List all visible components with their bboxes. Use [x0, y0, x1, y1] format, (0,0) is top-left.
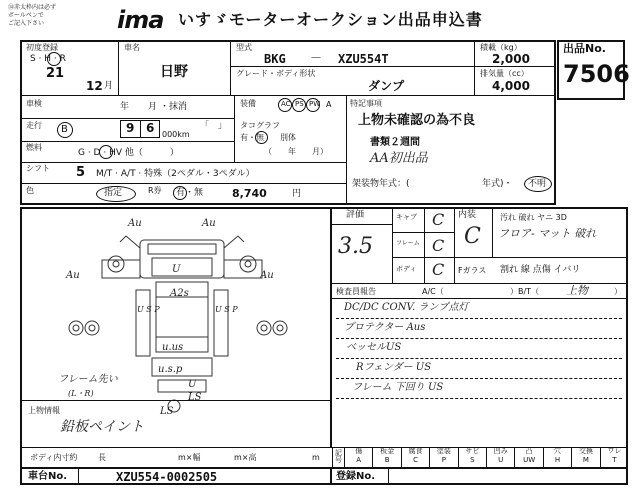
body-grade: C — [432, 260, 445, 279]
right-mirror — [224, 236, 244, 248]
lot-number: 7506 — [563, 60, 630, 88]
form-top-frame — [20, 40, 556, 205]
mileage-bracket: 「 」 — [200, 121, 228, 131]
legend-item: ワレ T — [600, 447, 628, 467]
cab-outline — [140, 240, 224, 278]
mark-au-1: Au — [128, 218, 142, 229]
cab-roof — [152, 258, 212, 276]
month-unit: 月 — [104, 81, 114, 91]
logo: ima — [117, 6, 164, 34]
divider — [454, 207, 455, 283]
inspection-label: 車検 — [26, 99, 42, 108]
divider — [78, 467, 79, 485]
car-name: 日野 — [160, 64, 188, 80]
era-selected-circle — [47, 52, 61, 66]
divider — [20, 400, 330, 401]
mark-ls-2: LS — [160, 406, 174, 417]
inspection-year-unit: 年 — [120, 102, 130, 112]
car-name-label: 車名 — [124, 43, 140, 52]
left-mirror — [120, 236, 140, 248]
notice-text: ⑭赤太枠内は必ず ボールペンで ご記入下さい — [8, 4, 57, 27]
first-registration-month: 12 — [86, 79, 103, 93]
report-line — [336, 378, 622, 379]
mark-usp-right: U S P — [215, 305, 238, 314]
grade-value: ダンプ — [368, 79, 405, 93]
mileage-digit-1: 9 — [126, 121, 135, 135]
divider — [330, 298, 628, 299]
r-ticket-unit: 円 — [292, 189, 302, 199]
shift-options: M/T · A/T · 特殊（2ペダル・3ペダル） — [96, 169, 255, 179]
equip-ac: AC — [281, 100, 291, 108]
divider — [230, 40, 231, 95]
frame-label: フレーム — [396, 240, 420, 247]
divider — [388, 467, 389, 485]
report-line — [336, 398, 622, 399]
width-label: m×幅 — [178, 453, 201, 462]
divider — [230, 66, 556, 67]
rear-right-wheel-2 — [273, 321, 287, 335]
divider — [424, 207, 425, 283]
divider — [20, 141, 234, 142]
report-line-4: Rフェンダー US — [356, 362, 432, 373]
mileage-unit: 000km — [162, 130, 190, 139]
upper-info-label: 上物情報 — [28, 406, 60, 415]
mark-u: U — [172, 264, 181, 275]
divider — [330, 467, 332, 485]
ac-label: A/C（ — [422, 287, 444, 296]
glass-notes: 割れ 線 点傷 イバリ — [500, 265, 581, 275]
divider — [392, 257, 628, 258]
mark-uus: u.us — [162, 342, 184, 353]
report-line-1: DC/DC CONV. ランプ点灯 — [344, 302, 469, 313]
capacity-label: 積載（kg） — [480, 43, 522, 52]
interior-notes-label: 汚れ 破れ ヤニ 3D — [500, 213, 567, 222]
mileage-digit-2: 6 — [146, 121, 155, 135]
interior-label: 内装 — [458, 210, 477, 220]
displacement-value: 4,000 — [492, 79, 530, 93]
first-registration-label: 初度登録 — [26, 43, 58, 52]
notes-label: 特記事項 — [350, 99, 382, 108]
legend-item: 交換 M — [571, 447, 599, 467]
registration-number-label: 登録No. — [336, 471, 376, 482]
color-label: 色 — [26, 186, 34, 195]
legend-item: 板金 B — [372, 447, 400, 467]
report-line-5: フレーム 下回り US — [352, 382, 444, 393]
upper-info-value: 鉛板ペイント — [60, 419, 144, 435]
rear-left-wheel-1 — [69, 321, 83, 335]
divider — [392, 232, 454, 233]
length-label: 長 — [98, 453, 106, 462]
mark-u-rear: U — [188, 379, 197, 390]
dimensions-label: ボディ内寸約 — [30, 453, 78, 462]
capacity-value: 2,000 — [492, 52, 530, 66]
mark-au-4: Au — [260, 270, 274, 281]
note-main: 上物未確認の為不良 — [358, 113, 476, 128]
divider — [330, 207, 332, 447]
interior-notes-hand: フロア- マット 破れ — [498, 227, 597, 240]
legend-item: 凹み U — [486, 447, 514, 467]
report-line-3: ベッセルUS — [346, 342, 402, 353]
r-ticket-amount: 8,740 — [232, 187, 267, 200]
legend-grid — [344, 447, 628, 467]
fuel-selected-circle — [99, 145, 113, 159]
mark-au-3: Au — [66, 270, 80, 281]
divider — [392, 207, 393, 283]
lot-label: 出品No. — [563, 42, 606, 55]
divider — [20, 118, 234, 119]
height-label: m×高 — [234, 453, 257, 462]
divider — [140, 120, 141, 138]
bt-close: ） — [614, 287, 622, 296]
rear-left-wheel-2 — [85, 321, 99, 335]
frame-grade: C — [432, 236, 445, 255]
chassis-label: 車台No. — [28, 471, 68, 482]
legend-item: 塗装 P — [429, 447, 457, 467]
era-options: S · H · R — [30, 54, 66, 64]
model-dash: － — [310, 51, 323, 65]
report-line — [336, 338, 622, 339]
legend-item: 腐食 C — [401, 447, 429, 467]
cab-label: キャブ — [396, 213, 417, 221]
front-left-wheel — [108, 256, 124, 272]
equip-airbag: A — [326, 100, 332, 109]
r-ticket-label: R券 — [148, 186, 162, 195]
bt-value: 上物 — [566, 284, 588, 297]
left-bed-side — [136, 290, 150, 356]
divider — [332, 447, 333, 467]
divider — [20, 95, 556, 96]
report-line — [336, 318, 622, 319]
displacement-label: 排気量（cc） — [480, 69, 529, 78]
r-ticket-selected-circle — [173, 186, 187, 200]
note-docs: 書類２週間 — [370, 137, 420, 148]
windshield — [148, 244, 216, 254]
tacho-label: タコグラフ — [240, 121, 280, 130]
truck-diagram — [30, 212, 326, 417]
tailgate — [158, 380, 206, 392]
legend-item: サビ S — [458, 447, 486, 467]
shift-gears: 5 — [76, 165, 86, 180]
inspection-month-unit: 月 — [148, 102, 158, 112]
divider — [474, 40, 475, 95]
bt-label: ）B/T（ — [510, 287, 540, 296]
equipment-label: 装備 — [240, 99, 256, 108]
equipment-year-unknown: 不明 — [528, 179, 547, 189]
glass-label: Fガラス — [458, 266, 487, 275]
report-line-2: プロテクター Aus — [344, 322, 426, 333]
mark-au-2: Au — [202, 218, 216, 229]
divider — [234, 95, 235, 162]
chassis-number: XZU554-0002505 — [116, 470, 218, 484]
divider — [330, 224, 392, 225]
mileage-marker: B — [61, 124, 68, 135]
model-prefix: BKG — [264, 52, 286, 66]
inspection-cancelled: ・抹消 — [160, 102, 188, 112]
divider — [118, 40, 119, 95]
page-title: いすゞモーターオークション出品申込書 — [178, 10, 483, 29]
mark-ls-1: LS — [188, 392, 202, 403]
fuel-options: G · D · HV 他（ ） — [78, 148, 179, 158]
report-line — [336, 358, 622, 359]
grade-label: グレード・ボディ形状 — [236, 69, 316, 78]
mark-usp: u.s.p — [158, 364, 183, 375]
legend-item: 傷 A — [344, 447, 372, 467]
rear-right-wheel-1 — [257, 321, 271, 335]
equip-pw: PW — [309, 100, 321, 108]
divider — [20, 467, 628, 469]
inspector-report-label: 検査員報告 — [336, 287, 376, 296]
cab-grade: C — [432, 210, 445, 229]
fuel-label: 燃料 — [26, 143, 42, 152]
tacho-options: 有・無 別体 — [240, 133, 296, 142]
equipment-year-label: 架装物年式：( — [352, 179, 410, 189]
tacho-date: （ 年 月） — [264, 147, 328, 156]
mark-frame: フレーム先い — [58, 374, 118, 385]
evaluation-label: 評価 — [346, 210, 365, 220]
equip-ps: PS — [295, 100, 304, 108]
body-label: ボディ — [396, 265, 417, 273]
tacho-selected-circle — [255, 131, 268, 144]
mark-a2s: A2s — [170, 288, 189, 299]
equipment-year-suffix: 年式)・ — [482, 179, 513, 189]
legend-label: 記号 — [335, 449, 342, 464]
r-ticket-options: 有・無 — [176, 188, 204, 198]
mark-lr: (L・R) — [68, 389, 94, 398]
right-bed-side — [214, 290, 228, 356]
mileage-label: 走行 — [26, 121, 42, 130]
model-label: 型式 — [236, 43, 252, 52]
divider — [20, 183, 346, 184]
legend-item: 凸 UW — [514, 447, 542, 467]
note-hand: AA初出品 — [370, 151, 428, 166]
front-right-wheel — [240, 256, 256, 272]
dimensions-unit: m — [312, 453, 320, 462]
first-registration-year: 21 — [46, 66, 65, 81]
color-mark: 指定 — [104, 188, 123, 198]
evaluation-score: 3.5 — [338, 234, 373, 259]
interior-grade: C — [464, 224, 481, 249]
shift-label: シフト — [26, 164, 50, 173]
divider — [492, 207, 493, 257]
divider — [346, 95, 347, 205]
divider — [20, 162, 346, 163]
mark-usp-left: U S P — [137, 305, 160, 314]
model-code: XZU554T — [338, 52, 389, 66]
legend-item: 穴 H — [543, 447, 571, 467]
